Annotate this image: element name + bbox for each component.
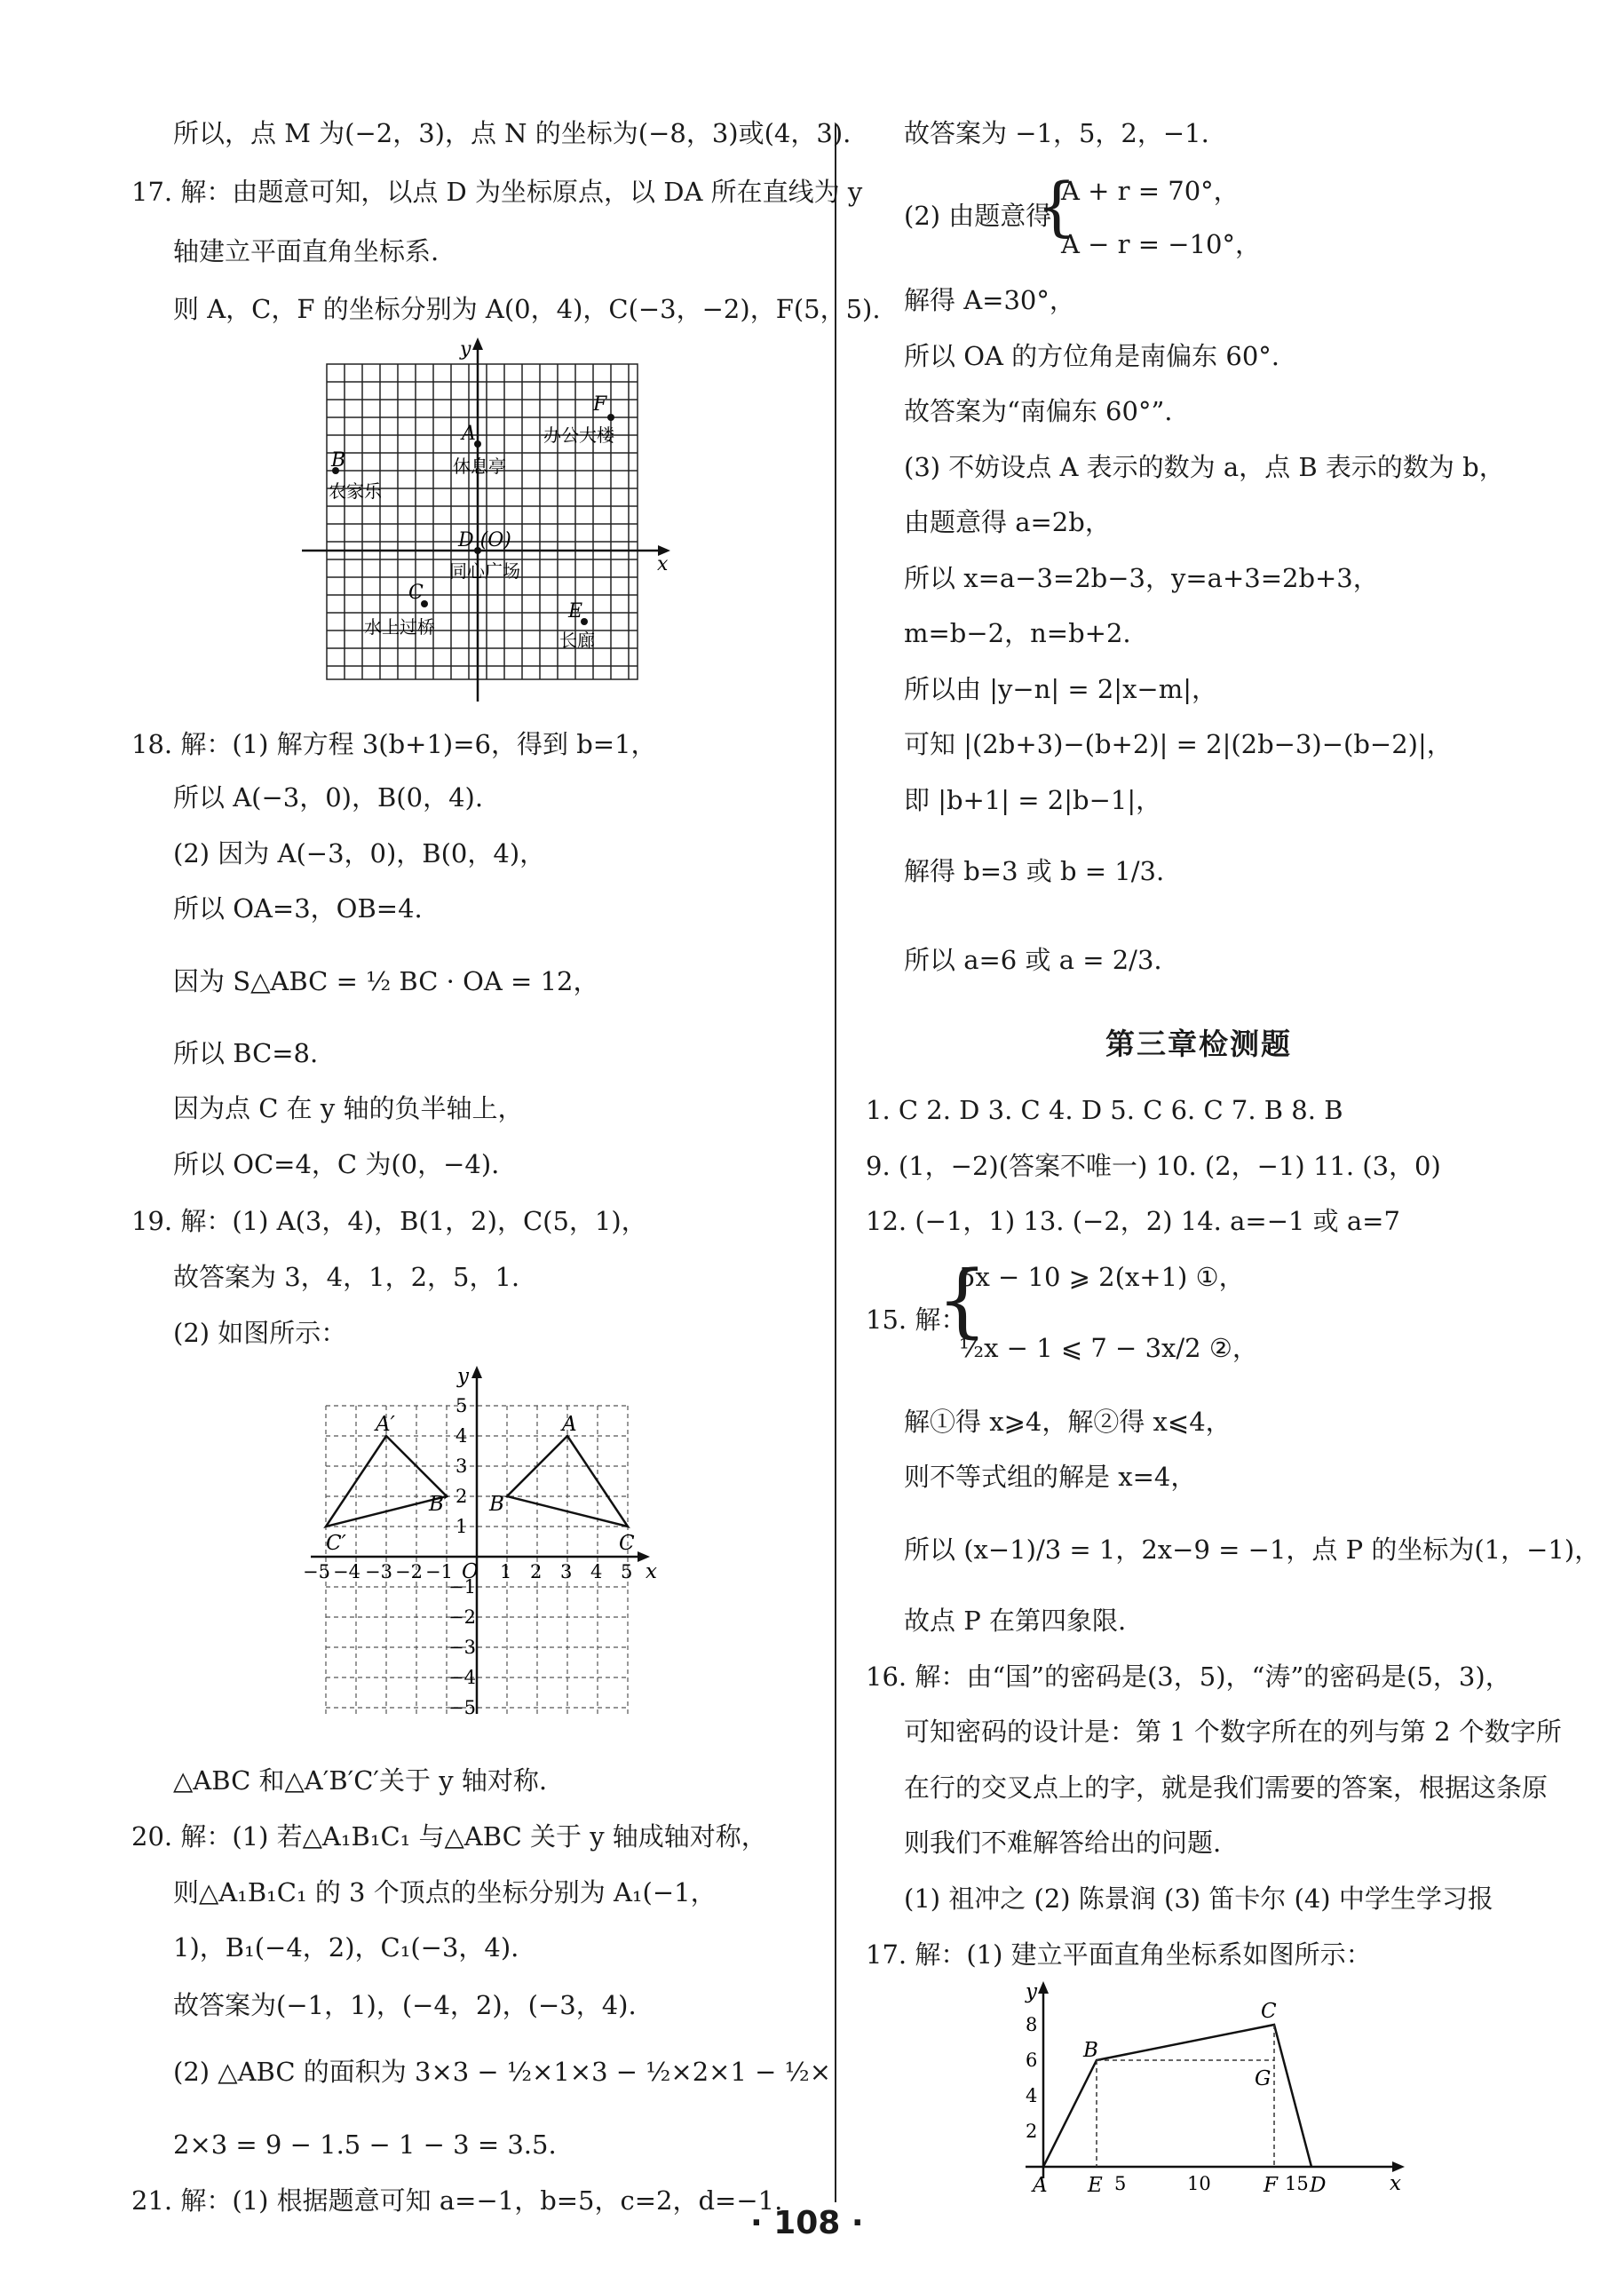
text-line: 所以 A(−3，0)，B(0，4). bbox=[173, 782, 484, 813]
xtick: −4 bbox=[333, 1561, 360, 1582]
map-grid-figure bbox=[293, 337, 669, 710]
ytick: −3 bbox=[448, 1637, 476, 1658]
text-line: 则 A，C，F 的坐标分别为 A(0，4)，C(−3，−2)，F(5，5). bbox=[173, 294, 881, 324]
text-line: 所以 OC=4，C 为(0，−4). bbox=[173, 1149, 500, 1179]
label-A: A bbox=[562, 1413, 577, 1436]
ytick: 1 bbox=[456, 1516, 468, 1537]
text-line: 2×3 = 9 − 1.5 − 1 − 3 = 3.5. bbox=[173, 2129, 557, 2160]
text-line: (2) 因为 A(−3，0)，B(0，4)， bbox=[173, 838, 546, 868]
text-line: △ABC 和△A′B′C′关于 y 轴对称. bbox=[173, 1765, 548, 1796]
text-line: 所以 (x−1)/3 = 1，2x−9 = −1，点 P 的坐标为(1，−1)， bbox=[904, 1535, 1601, 1565]
problem-21: 21. 解：(1) 根据题意可知 a=−1，b=5，c=2，d=−1. bbox=[131, 2185, 783, 2216]
label-E: E bbox=[1088, 2174, 1103, 2197]
text-line: 故答案为 −1，5，2，−1. bbox=[904, 118, 1209, 148]
text-line: 因为 S△ABC = ½ BC · OA = 12， bbox=[173, 966, 599, 996]
label-y: y bbox=[457, 1365, 469, 1388]
label-C: C bbox=[408, 582, 424, 604]
ytick: 4 bbox=[1026, 2085, 1038, 2106]
xtick: −2 bbox=[395, 1561, 423, 1582]
label-F: F bbox=[1264, 2174, 1278, 2197]
label-E: E bbox=[568, 600, 583, 623]
label-C: C bbox=[1261, 2000, 1277, 2023]
text-line: 可知密码的设计是：第 1 个数字所在的列与第 2 个数字所 bbox=[904, 1717, 1562, 1747]
text-line: 轴建立平面直角坐标系. bbox=[173, 236, 440, 266]
equation-line: A − r = −10°， bbox=[1061, 229, 1261, 259]
label-C: C bbox=[619, 1532, 635, 1555]
problem-19: 19. 解：(1) A(3，4)，B(1，2)，C(5，1)， bbox=[131, 1206, 647, 1236]
xtick: 10 bbox=[1187, 2173, 1211, 2194]
label-A: A bbox=[1033, 2174, 1048, 2197]
label-B-prime: B′ bbox=[429, 1493, 449, 1516]
label-B: B bbox=[489, 1493, 504, 1516]
text-line: 所以由 |y−n| = 2|x−m|， bbox=[904, 674, 1217, 704]
column-divider bbox=[835, 124, 836, 2202]
text-line: 所以 x=a−3=2b−3，y=a+3=2b+3， bbox=[904, 563, 1379, 593]
text-line: (2) 由题意得 bbox=[904, 201, 1052, 231]
ytick: 2 bbox=[1026, 2121, 1038, 2142]
label-corridor: 长廊 bbox=[559, 630, 595, 651]
text-line: 所以 OA=3，OB=4. bbox=[173, 893, 423, 924]
text-line: 解得 b=3 或 b = 1/3. bbox=[904, 856, 1165, 886]
text-line: 在行的交叉点上的字，就是我们需要的答案，根据这条原 bbox=[904, 1772, 1549, 1803]
label-O: O bbox=[462, 1560, 479, 1583]
label-y: y bbox=[460, 338, 471, 361]
inequality-1: 5x − 10 ⩾ 2(x+1) ①， bbox=[959, 1262, 1245, 1292]
graph-17-figure bbox=[972, 1979, 1416, 2205]
problem-17: 17. 解：由题意可知，以点 D 为坐标原点，以 DA 所在直线为 y bbox=[131, 177, 863, 207]
graph-19-figure bbox=[297, 1363, 670, 1718]
label-D: D bbox=[1310, 2174, 1327, 2197]
xtick: 2 bbox=[530, 1561, 543, 1582]
text-line: 故答案为 3，4，1，2，5，1. bbox=[173, 1262, 520, 1292]
ytick: 2 bbox=[456, 1486, 468, 1507]
problem-18: 18. 解：(1) 解方程 3(b+1)=6，得到 b=1， bbox=[131, 729, 657, 759]
label-square: 同心广场 bbox=[449, 560, 520, 582]
label-bridge: 水上过桥 bbox=[364, 616, 435, 638]
text-line: 所以 a=6 或 a = 2/3. bbox=[904, 945, 1162, 975]
xtick: 15 bbox=[1285, 2173, 1309, 2194]
answers-9-11: 9. (1，−2)(答案不唯一) 10. (2，−1) 11. (3，0) bbox=[866, 1151, 1441, 1181]
inequality-2: ½x − 1 ⩽ 7 − 3x/2 ②， bbox=[959, 1333, 1258, 1363]
text-line: 则不等式组的解是 x=4， bbox=[904, 1462, 1197, 1492]
ytick: 3 bbox=[456, 1455, 468, 1477]
text-line: 则我们不难解答给出的问题. bbox=[904, 1828, 1222, 1858]
label-D: D (O) bbox=[458, 529, 511, 551]
xtick: 1 bbox=[500, 1561, 512, 1582]
label-F: F bbox=[593, 393, 607, 416]
text-line: 所以，点 M 为(−2，3)，点 N 的坐标为(−8，3)或(4，3). bbox=[173, 118, 852, 148]
problem-16: 16. 解：由“国”的密码是(3，5)，“涛”的密码是(5，3)， bbox=[866, 1661, 1511, 1692]
ytick: 5 bbox=[456, 1395, 468, 1416]
problem-17b: 17. 解：(1) 建立平面直角坐标系如图所示： bbox=[866, 1939, 1372, 1970]
ytick: −2 bbox=[448, 1606, 476, 1628]
label-y: y bbox=[1026, 1980, 1037, 2003]
brace: { bbox=[937, 1254, 988, 1347]
text-line: 即 |b+1| = 2|b−1|， bbox=[904, 785, 1162, 815]
ytick: −4 bbox=[448, 1667, 476, 1688]
problem-20: 20. 解：(1) 若△A₁B₁C₁ 与△ABC 关于 y 轴成轴对称， bbox=[131, 1821, 767, 1852]
problem-15: 15. 解： bbox=[866, 1305, 967, 1335]
xtick: −3 bbox=[365, 1561, 392, 1582]
label-G: G bbox=[1255, 2067, 1271, 2090]
label-B: B bbox=[1083, 2039, 1098, 2062]
label-office: 办公大楼 bbox=[543, 424, 614, 446]
label-C-prime: C′ bbox=[326, 1532, 346, 1555]
ytick: 8 bbox=[1026, 2014, 1038, 2035]
text-line: 因为点 C 在 y 轴的负半轴上， bbox=[173, 1093, 524, 1123]
label-A: A bbox=[462, 423, 476, 445]
ytick: −5 bbox=[448, 1697, 476, 1718]
text-line: 由题意得 a=2b， bbox=[904, 507, 1111, 537]
answers-1-8: 1. C 2. D 3. C 4. D 5. C 6. C 7. B 8. B bbox=[866, 1095, 1343, 1125]
text-line: 解得 A=30°， bbox=[904, 285, 1075, 315]
ytick: 6 bbox=[1026, 2050, 1038, 2071]
text-line: (2) 如图所示： bbox=[173, 1318, 347, 1348]
label-x: x bbox=[657, 553, 669, 575]
ytick: 4 bbox=[456, 1425, 468, 1447]
text-line: 所以 BC=8. bbox=[173, 1038, 319, 1068]
label-x: x bbox=[646, 1560, 657, 1583]
page-number: · 108 · bbox=[750, 2205, 864, 2241]
label-A-prime: A′ bbox=[376, 1413, 395, 1436]
ytick: −1 bbox=[448, 1576, 476, 1598]
text-line: m=b−2，n=b+2. bbox=[904, 618, 1131, 648]
text-line: 所以 OA 的方位角是南偏东 60°. bbox=[904, 341, 1279, 371]
text-line: 可知 |(2b+3)−(b+2)| = 2|(2b−3)−(b−2)|， bbox=[904, 729, 1453, 759]
text-line: 故点 P 在第四象限. bbox=[904, 1606, 1127, 1636]
xtick: 5 bbox=[1114, 2173, 1127, 2194]
text-line: (2) △ABC 的面积为 3×3 − ½×1×3 − ½×2×1 − ½× bbox=[173, 2057, 832, 2087]
text-line: 解①得 x⩾4，解②得 x⩽4， bbox=[904, 1407, 1232, 1437]
text-line: (1) 祖冲之 (2) 陈景润 (3) 笛卡尔 (4) 中学生学习报 bbox=[904, 1883, 1493, 1914]
text-line: 则△A₁B₁C₁ 的 3 个顶点的坐标分别为 A₁(−1， bbox=[173, 1877, 717, 1907]
label-pavilion: 休息亭 bbox=[453, 456, 506, 477]
xtick: −5 bbox=[303, 1561, 330, 1582]
text-line: (3) 不妨设点 A 表示的数为 a，点 B 表示的数为 b， bbox=[904, 452, 1505, 482]
brace: { bbox=[1036, 169, 1077, 243]
label-B: B bbox=[331, 449, 346, 472]
section-heading: 第三章检测题 bbox=[1105, 1027, 1292, 1061]
label-farmhouse: 农家乐 bbox=[329, 480, 382, 502]
text-line: 故答案为“南偏东 60°”. bbox=[904, 396, 1173, 426]
equation-line: A + r = 70°， bbox=[1061, 176, 1240, 206]
text-line: 1)，B₁(−4，2)，C₁(−3，4). bbox=[173, 1932, 519, 1963]
answers-12-14: 12. (−1，1) 13. (−2，2) 14. a=−1 或 a=7 bbox=[866, 1206, 1400, 1236]
xtick: 3 bbox=[560, 1561, 573, 1582]
label-x: x bbox=[1390, 2172, 1401, 2195]
xtick: −1 bbox=[425, 1561, 453, 1582]
xtick: 5 bbox=[621, 1561, 633, 1582]
xtick: 4 bbox=[590, 1561, 603, 1582]
text-line: 故答案为(−1，1)，(−4，2)，(−3，4). bbox=[173, 1990, 637, 2020]
